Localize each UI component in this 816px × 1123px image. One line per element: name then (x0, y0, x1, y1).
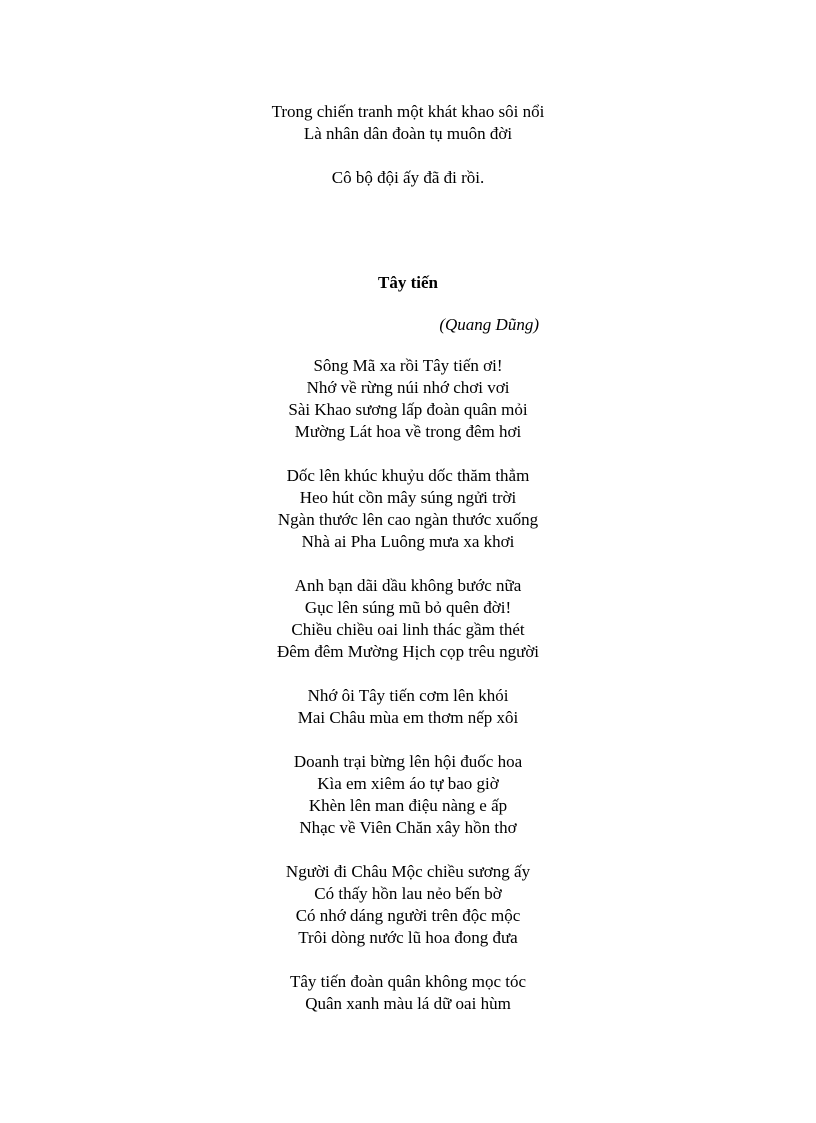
poem-line: Cô bộ đội ấy đã đi rồi. (331, 168, 485, 187)
poem-line: Người đi Châu Mộc chiều sương ấy (285, 862, 531, 881)
poem-line: Trong chiến tranh một khát khao sôi nổi (271, 102, 545, 121)
stanza-gap (208, 443, 608, 465)
poem-body (208, 355, 608, 1015)
poem-line: Ngàn thước lên cao ngàn thước xuống (277, 510, 539, 529)
poem-line: Kìa em xiêm áo tự bao giờ (317, 774, 499, 793)
poem-line: Sài Khao sương lấp đoàn quân mỏi (288, 400, 528, 419)
poem-line: Gục lên súng mũ bỏ quên đời! (304, 598, 512, 617)
poem-line: Nhạc về Viên Chăn xây hồn thơ (299, 818, 517, 837)
poem-line: Quân xanh màu lá dữ oai hùm (305, 994, 511, 1013)
top-fragment (208, 101, 608, 189)
stanza-gap (208, 949, 608, 971)
poem-author: (Quang Dũng) (439, 315, 539, 334)
poem-line: Đêm đêm Mường Hịch cọp trêu người (276, 642, 540, 661)
poem-line: Nhà ai Pha Luông mưa xa khơi (301, 532, 515, 551)
poem-title: Tây tiến (378, 273, 438, 292)
poem-line: Mai Châu mùa em thơm nếp xôi (297, 708, 519, 727)
poem-line: Tây tiến đoàn quân không mọc tóc (289, 972, 527, 991)
poem-line: Có thấy hồn lau nẻo bến bờ (314, 884, 502, 903)
poem-line: Chiều chiều oai linh thác gầm thét (291, 620, 525, 639)
stanza-gap (208, 553, 608, 575)
stanza-gap (208, 839, 608, 861)
poem-line: Nhớ về rừng núi nhớ chơi vơi (306, 378, 510, 397)
poem-line: Mường Lát hoa về trong đêm hơi (294, 422, 522, 441)
poem-line: Có nhớ dáng người trên độc mộc (295, 906, 521, 925)
stanza-gap (208, 729, 608, 751)
stanza-gap (208, 145, 608, 167)
poem-line: Nhớ ôi Tây tiến cơm lên khói (307, 686, 509, 705)
poem-line: Trôi dòng nước lũ hoa đong đưa (298, 928, 518, 947)
poem-line: Doanh trại bừng lên hội đuốc hoa (293, 752, 523, 771)
poem-line: Sông Mã xa rồi Tây tiến ơi! (313, 356, 503, 375)
poem-line: Dốc lên khúc khuỷu dốc thăm thẳm (286, 466, 530, 485)
poem-line: Là nhân dân đoàn tụ muôn đời (303, 124, 513, 143)
stanza-gap (208, 663, 608, 685)
poem-line: Heo hút cồn mây súng ngửi trời (299, 488, 517, 507)
poem-line: Khèn lên man điệu nàng e ấp (308, 796, 508, 815)
poem-line: Anh bạn dãi dầu không bước nữa (294, 576, 522, 595)
